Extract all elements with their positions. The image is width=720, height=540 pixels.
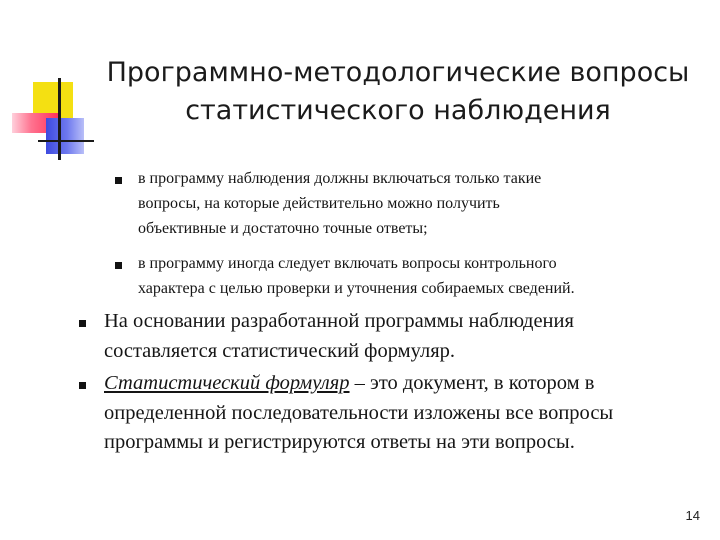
main-bullet-text-2: Статистический формуляр – это документ, в котором в определенной последовательности изложены все вопросы программы и регистрируются ответы на эти вопросы. bbox=[104, 372, 614, 453]
sub-bullet-text-1: в программу наблюдения должны включаться только такие вопросы, на которые действительно можно получить объективные и достаточно точные ответы; bbox=[138, 170, 542, 237]
sub-bullet-marker-1 bbox=[115, 177, 122, 184]
slide-title bbox=[92, 54, 704, 130]
title-line-2: статистического наблюдения bbox=[185, 95, 611, 126]
horizontal-line-decoration bbox=[38, 140, 94, 142]
term-statistical-form: Статистический формуляр bbox=[104, 372, 350, 394]
main-bullet-marker-1 bbox=[79, 320, 86, 327]
page-number: 14 bbox=[685, 508, 700, 523]
main-bullet-text-1: На основании разработанной программы наблюдения составляется статистический формуляр. bbox=[104, 310, 574, 362]
sub-bullet-marker-2 bbox=[115, 262, 122, 269]
blue-square-decoration bbox=[46, 118, 84, 154]
vertical-line-decoration bbox=[58, 78, 61, 160]
sub-bullet-text-2: в программу иногда следует включать вопросы контрольного характера с целью проверки и уточнения собираемых сведений. bbox=[138, 255, 575, 297]
main-bullet-marker-2 bbox=[79, 382, 86, 389]
title-line-1: Программно-методологические вопросы bbox=[106, 57, 690, 88]
